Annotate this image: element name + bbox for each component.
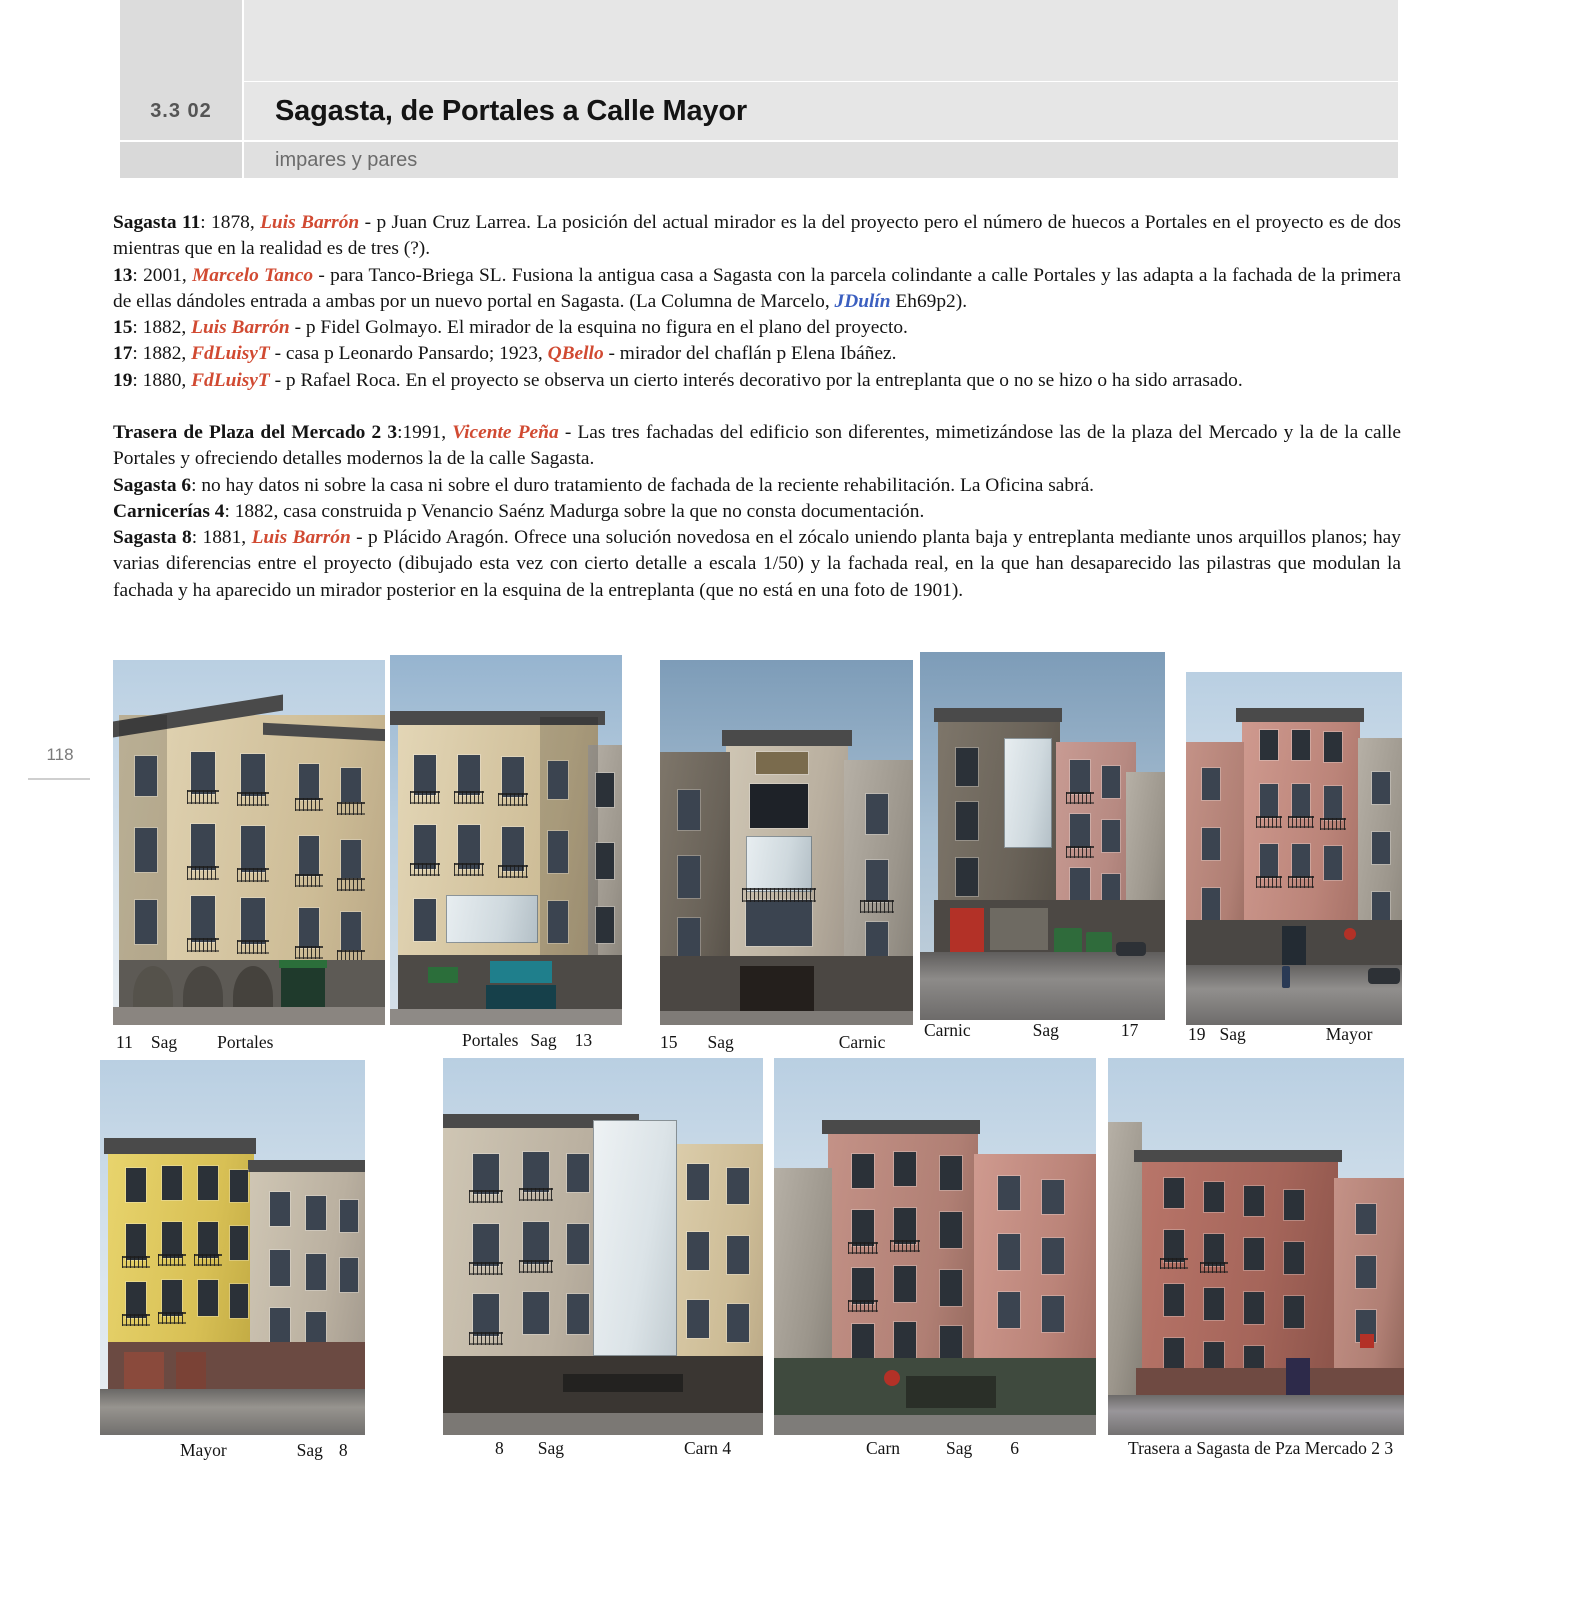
caption-part: 13 — [574, 1030, 593, 1050]
header-sub-left-cell — [120, 142, 244, 178]
caption-part: Sag — [946, 1438, 973, 1458]
paragraph-15 — [113, 315, 1401, 341]
caption-part: Sag — [1032, 1020, 1059, 1040]
text-run: : 1882, — [132, 317, 192, 339]
caption-part: 8 — [338, 1440, 348, 1460]
text-run: - Las tres fachadas del edificio son diferentes, mimetizándose las de la plaza del Mercado y la de la calle Portales y ofreciendo detalles modernos la de la calle Sagasta. — [113, 421, 1401, 470]
text-run: Sagasta 8 — [113, 527, 192, 549]
page-subtitle: impares y pares — [275, 148, 418, 171]
figure-carn-sag-6[interactable] — [774, 1058, 1096, 1458]
text-run: 17 — [113, 343, 133, 365]
paragraph-carnicerias-4 — [113, 499, 1401, 525]
text-run: Sagasta 11 — [113, 212, 201, 233]
text-run: : 1880, — [132, 369, 192, 391]
header-sub-band — [120, 141, 1398, 178]
caption-part: Sag — [150, 1032, 178, 1052]
photo-15-sag-carnic — [660, 660, 913, 1025]
text-run: - casa p Leonardo Pansardo; 1923, — [269, 343, 548, 365]
caption-part: 19 — [1188, 1024, 1206, 1044]
photo-portales-sag-13 — [390, 655, 622, 1025]
paragraph-17 — [113, 341, 1401, 367]
text-run: Carnicerías 4 — [113, 500, 225, 522]
caption-part: Mayor — [180, 1440, 227, 1460]
text-run: : no hay datos ni sobre la casa ni sobre el duro tratamiento de fachada de la reciente rehabilitación. La Oficina sabrá. — [191, 474, 1095, 496]
text-run: - para Tanco-Briega SL. Fusiona la antigua casa a Sagasta con la parcela colindante a calle Portales y las adapta a la fachada de la primera de ellas dándoles entrada a ambas por un nuevo portal en Sagasta. (La Columna de Marcelo, — [113, 264, 1401, 312]
caption-19-sag-mayor — [1188, 1024, 1404, 1045]
text-run: - mirador del chaflán p Elena Ibáñez. — [603, 343, 897, 365]
text-run: :1991, — [397, 421, 453, 443]
paragraph-sagasta-8 — [113, 525, 1401, 604]
figure-19-sag-mayor[interactable] — [1186, 672, 1402, 1044]
header-top-left-cell — [120, 0, 244, 82]
page-title: Sagasta, de Portales a Calle Mayor — [275, 94, 747, 127]
caption-part: 17 — [1120, 1020, 1139, 1040]
caption-part: Carnic — [924, 1020, 971, 1040]
paragraph-sagasta-11 — [113, 210, 1401, 263]
paragraph-19 — [113, 368, 1401, 394]
photo-carn-sag-6 — [774, 1058, 1096, 1435]
text-run: : 1882, casa construida p Venancio Saénz Madurga sobre la que no consta documentación. — [224, 500, 925, 522]
paragraph-13 — [113, 263, 1401, 316]
caption-mayor-sag-8 — [180, 1440, 445, 1461]
caption-carnic-sag-17 — [924, 1020, 1169, 1041]
caption-part: Mayor — [1325, 1024, 1373, 1044]
photo-8-sag-carn-4 — [443, 1058, 763, 1435]
text-run: Eh69p2). — [890, 290, 968, 312]
caption-part: 8 — [495, 1438, 504, 1458]
text-run: JDulín — [834, 290, 891, 312]
text-run: QBello — [547, 343, 604, 365]
page-number-rule — [28, 778, 90, 780]
text-run: Luis Barrón — [260, 212, 360, 233]
caption-8-sag-carn-4 — [495, 1438, 815, 1459]
figure-15-sag-carnic[interactable] — [660, 660, 913, 1052]
text-run: - p Plácido Aragón. Ofrece una solución novedosa en el zócalo uniendo planta baja y entreplanta mediante unos arquillos planos; hay varias diferencias entre el proyecto (dibujado esta vez con cierto detalle a escala 1/50) y la fachada real, en la que han desaparecido las pilastras que modulan la fachada y ha aparecido un mirador posterior en la esquina de la entreplanta (que no está en una foto de 1901). — [113, 527, 1401, 601]
photo-trasera-mercado — [1108, 1058, 1404, 1435]
paragraph-trasera-mercado — [113, 420, 1401, 473]
photo-carnic-sag-17 — [920, 652, 1165, 1020]
caption-part: 6 — [1010, 1438, 1020, 1458]
photo-19-sag-mayor — [1186, 672, 1402, 1025]
caption-part: Sag — [296, 1440, 323, 1460]
text-run: : 2001, — [132, 264, 193, 286]
caption-part: 11 — [116, 1032, 133, 1052]
text-run: Luis Barrón — [191, 317, 290, 339]
caption-part: 15 — [660, 1032, 678, 1052]
photo-mayor-sag-8 — [100, 1060, 365, 1435]
text-run: Trasera de Plaza del Mercado 2 3 — [113, 421, 398, 443]
page-number: 118 — [46, 745, 74, 764]
paragraph-spacer — [113, 394, 1401, 420]
caption-15-sag-carnic — [660, 1032, 913, 1053]
figure-trasera-mercado[interactable] — [1108, 1058, 1404, 1458]
text-run: 13 — [113, 264, 133, 286]
caption-part: Carn — [866, 1438, 901, 1458]
caption-part: Portales — [462, 1030, 519, 1050]
text-run: Luis Barrón — [251, 527, 351, 549]
caption-part: Sag — [530, 1030, 557, 1050]
text-run: - p Juan Cruz Larrea. La posición del actual mirador es la del proyecto pero el número de huecos a Portales en el proyecto es de dos mientras que en la realidad es de tres (?). — [113, 212, 1401, 260]
caption-part: Portales — [217, 1032, 274, 1052]
figure-11-sag-portales[interactable] — [113, 660, 385, 1052]
text-run: FdLuisyT — [191, 369, 270, 391]
caption-part: Sag — [707, 1032, 734, 1052]
text-run: 15 — [113, 317, 133, 339]
caption-part: Sag — [537, 1438, 564, 1458]
text-run: : 1878, — [200, 212, 261, 233]
page-number-container — [30, 745, 90, 765]
figure-mayor-sag-8[interactable] — [100, 1060, 365, 1460]
section-number: 3.3 02 — [120, 82, 244, 140]
caption-11-sag-portales — [116, 1032, 388, 1053]
text-run: - p Fidel Golmayo. El mirador de la esquina no figura en el plano del proyecto. — [289, 317, 908, 339]
text-run: Marcelo Tanco — [192, 264, 314, 286]
text-run: Vicente Peña — [452, 421, 559, 443]
paragraph-sagasta-6 — [113, 473, 1401, 499]
header-main-band — [120, 82, 1398, 140]
text-run: Sagasta 6 — [113, 474, 192, 496]
caption-trasera-mercado: Trasera a Sagasta de Pza Mercado 2 3 — [1128, 1438, 1394, 1458]
figure-portales-sag-13[interactable] — [390, 655, 622, 1050]
figure-carnic-sag-17[interactable] — [920, 652, 1165, 1040]
photo-11-sag-portales — [113, 660, 385, 1025]
text-run: : 1881, — [191, 527, 252, 549]
page-header — [0, 0, 1582, 178]
figure-8-sag-carn-4[interactable] — [443, 1058, 763, 1458]
header-top-band — [120, 0, 1398, 82]
text-run: FdLuisyT — [191, 343, 270, 365]
text-run: : 1882, — [132, 343, 192, 365]
body-text — [113, 210, 1401, 604]
caption-part: Carn 4 — [684, 1438, 732, 1458]
text-run: - p Rafael Roca. En el proyecto se observa un cierto interés decorativo por la entreplanta que o no se hizo o ha sido arrasado. — [269, 369, 1243, 391]
text-run: 19 — [113, 369, 133, 391]
caption-part: Sag — [1219, 1024, 1246, 1044]
caption-part: Carnic — [838, 1032, 886, 1052]
